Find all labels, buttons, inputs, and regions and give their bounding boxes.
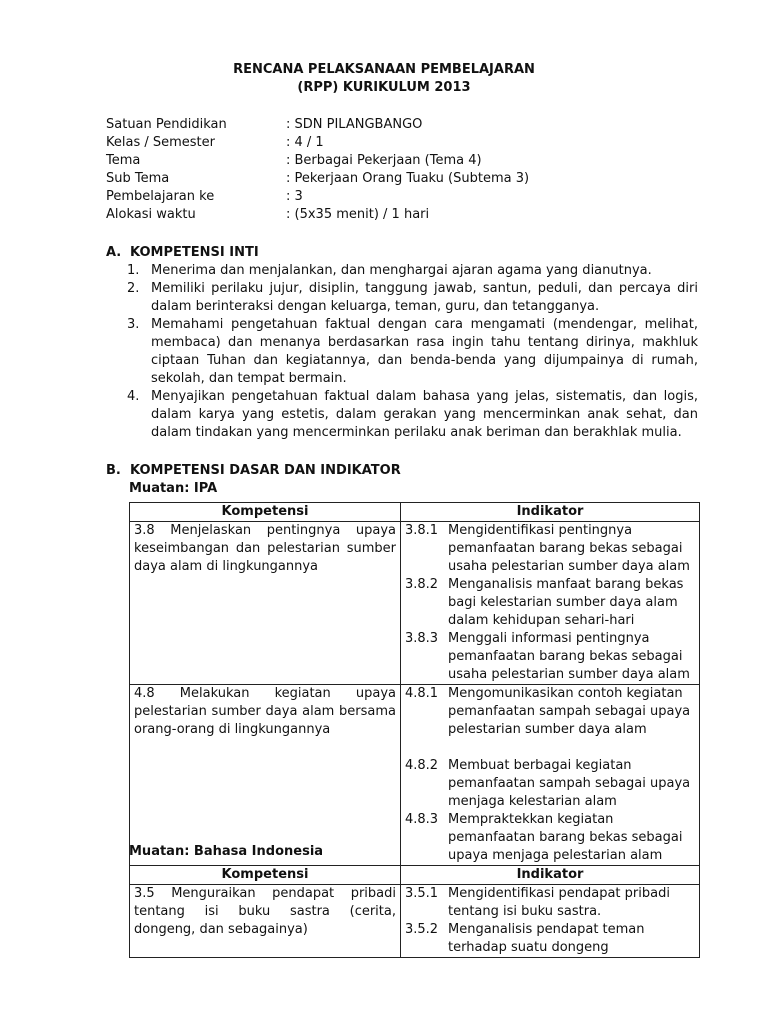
kompetensi-inti-list bbox=[127, 262, 698, 442]
table-header-row bbox=[130, 503, 700, 522]
meta-row bbox=[106, 152, 666, 170]
indikator-cell bbox=[401, 522, 700, 685]
indikator-number: 3.8.2 bbox=[405, 577, 439, 592]
identity-block bbox=[106, 116, 666, 224]
indikator-item bbox=[405, 885, 695, 921]
list-item bbox=[127, 316, 698, 388]
indikator-item bbox=[405, 811, 695, 865]
table-row bbox=[130, 685, 700, 866]
indikator-item bbox=[405, 757, 695, 811]
indikator-number: 4.8.3 bbox=[405, 812, 439, 827]
indikator-text: Menggali informasi pentingnya pemanfaatan barang bekas sebagai usaha pelestarian sumber daya alam bbox=[448, 631, 690, 682]
item-number: 2. bbox=[127, 281, 140, 296]
list-item bbox=[127, 280, 698, 316]
item-number: 3. bbox=[127, 317, 140, 332]
indikator-cell bbox=[401, 685, 700, 866]
item-text: Memiliki perilaku jujur, disiplin, tanggung jawab, santun, peduli, dan percaya diri dalam berinteraksi dengan keluarga, teman, guru, dan tetangganya. bbox=[151, 281, 698, 314]
meta-value: : Berbagai Pekerjaan (Tema 4) bbox=[286, 153, 482, 168]
section-letter: A. bbox=[106, 245, 122, 260]
meta-value: : 4 / 1 bbox=[286, 135, 324, 150]
indikator-item bbox=[405, 685, 695, 739]
doc-title-line1: RENCANA PELAKSANAAN PEMBELAJARAN bbox=[233, 62, 535, 77]
table-bahasa-indonesia bbox=[129, 865, 700, 958]
kompetensi-cell: 3.8 Menjelaskan pentingnya upaya keseimbangan dan pelestarian sumber daya alam di lingkungannya bbox=[130, 522, 401, 685]
indikator-item bbox=[405, 522, 695, 576]
indikator-number: 4.8.2 bbox=[405, 758, 439, 773]
meta-row bbox=[106, 188, 666, 206]
indikator-item bbox=[405, 630, 695, 684]
meta-row bbox=[106, 170, 666, 188]
indikator-text: Mengidentifikasi pentingnya pemanfaatan barang bekas sebagai usaha pelestarian sumber daya alam bbox=[448, 523, 690, 574]
indikator-text: Mengidentifikasi pendapat pribadi tentang isi buku sastra. bbox=[448, 886, 670, 919]
kompetensi-cell: 3.5 Menguraikan pendapat pribadi tentang isi buku sastra (cerita, dongeng, dan sebagainya) bbox=[130, 885, 401, 958]
table-header-row bbox=[130, 866, 700, 885]
section-a-heading bbox=[106, 244, 259, 262]
indikator-text: Menganalisis manfaat barang bekas bagi kelestarian sumber daya alam dalam kehidupan sehari-hari bbox=[448, 577, 684, 628]
item-text: Menerima dan menjalankan, dan menghargai ajaran agama yang dianutnya. bbox=[151, 263, 652, 278]
meta-row bbox=[106, 134, 666, 152]
meta-row bbox=[106, 116, 666, 134]
column-header-indikator: Indikator bbox=[401, 503, 700, 522]
section-title: KOMPETENSI INTI bbox=[130, 245, 259, 260]
item-text: Memahami pengetahuan faktual dengan cara mengamati (mendengar, melihat, membaca) dan menanya berdasarkan rasa ingin tahu tentang dirinya, makhluk ciptaan Tuhan dan kegiatannya, dan benda-benda yang dijumpainya di rumah, sekolah, dan tempat bermain. bbox=[151, 317, 698, 386]
indikator-item bbox=[405, 921, 695, 957]
indikator-number: 3.8.3 bbox=[405, 631, 439, 646]
list-item bbox=[127, 388, 698, 442]
meta-label: Tema bbox=[106, 153, 141, 168]
meta-value: : Pekerjaan Orang Tuaku (Subtema 3) bbox=[286, 171, 530, 186]
meta-label: Sub Tema bbox=[106, 171, 170, 186]
column-header-kompetensi: Kompetensi bbox=[130, 866, 401, 885]
item-text: Menyajikan pengetahuan faktual dalam bahasa yang jelas, sistematis, dan logis, dalam karya yang estetis, dalam gerakan yang mencerminkan anak sehat, dan dalam tindakan yang mencerminkan perilaku anak beriman dan berakhlak mulia. bbox=[151, 389, 698, 440]
muatan-bahasa-indonesia-label: Muatan: Bahasa Indonesia bbox=[129, 844, 324, 859]
kompetensi-cell: 4.8 Melakukan kegiatan upaya pelestarian sumber daya alam bersama orang-orang di lingkungannya bbox=[130, 685, 401, 866]
meta-label: Kelas / Semester bbox=[106, 135, 215, 150]
indikator-text: Mempraktekkan kegiatan pemanfaatan barang bekas sebagai upaya menjaga pelestarian alam bbox=[448, 812, 683, 863]
meta-label: Alokasi waktu bbox=[106, 207, 196, 222]
indikator-text: Mengomunikasikan contoh kegiatan pemanfaatan sampah sebagai upaya pelestarian sumber daya alam bbox=[448, 686, 691, 737]
meta-value: : 3 bbox=[286, 189, 303, 204]
muatan-ipa-label: Muatan: IPA bbox=[129, 481, 218, 496]
doc-title-line2: (RPP) KURIKULUM 2013 bbox=[297, 80, 471, 95]
item-number: 1. bbox=[127, 263, 140, 278]
meta-value: : SDN PILANGBANGO bbox=[286, 117, 423, 132]
indikator-number: 3.5.1 bbox=[405, 886, 439, 901]
section-title: KOMPETENSI DASAR DAN INDIKATOR bbox=[130, 463, 401, 478]
table-row bbox=[130, 885, 700, 958]
table-ipa bbox=[129, 502, 700, 866]
meta-label: Satuan Pendidikan bbox=[106, 117, 227, 132]
item-number: 4. bbox=[127, 389, 140, 404]
indikator-text: Menganalisis pendapat teman terhadap suatu dongeng bbox=[448, 922, 645, 955]
indikator-cell bbox=[401, 885, 700, 958]
indikator-item bbox=[405, 576, 695, 630]
column-header-kompetensi: Kompetensi bbox=[130, 503, 401, 522]
table-row bbox=[130, 522, 700, 685]
list-item bbox=[127, 262, 698, 280]
meta-row bbox=[106, 206, 666, 224]
indikator-text: Membuat berbagai kegiatan pemanfaatan sampah sebagai upaya menjaga kelestarian alam bbox=[448, 758, 691, 809]
indikator-number: 3.8.1 bbox=[405, 523, 439, 538]
section-b-heading bbox=[106, 462, 401, 480]
meta-label: Pembelajaran ke bbox=[106, 189, 215, 204]
indikator-number: 3.5.2 bbox=[405, 922, 439, 937]
section-letter: B. bbox=[106, 463, 121, 478]
spacer bbox=[405, 739, 695, 757]
column-header-indikator: Indikator bbox=[401, 866, 700, 885]
meta-value: : (5x35 menit) / 1 hari bbox=[286, 207, 430, 222]
indikator-number: 4.8.1 bbox=[405, 686, 439, 701]
